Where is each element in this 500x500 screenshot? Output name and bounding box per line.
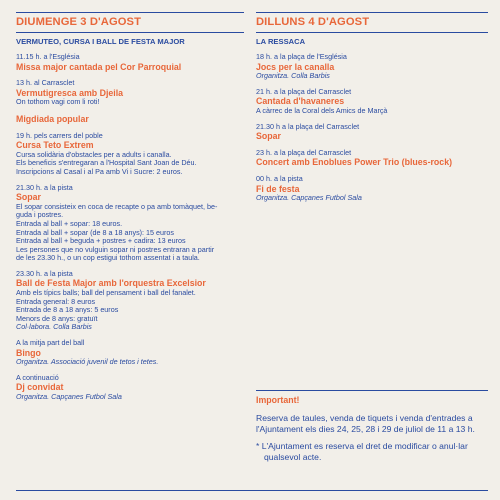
event-name: Sopar — [16, 192, 41, 203]
event-time: 23.30 h. a la pista — [16, 268, 73, 278]
day-subtitle-right: LA RESSACA — [256, 37, 306, 46]
day-subtitle-left: VERMUTEO, CURSA I BALL DE FESTA MAJOR — [16, 37, 185, 46]
event-item — [16, 374, 244, 402]
event-item — [16, 339, 244, 367]
event-item — [256, 175, 488, 203]
event-organizer: Organitza. Capçanes Futbol Sala — [256, 193, 362, 203]
event-description: Entrada general: 8 euros — [16, 296, 96, 306]
event-name: Dj convidat — [16, 382, 64, 393]
event-name: Sopar — [256, 131, 281, 142]
event-item — [16, 53, 244, 72]
event-organizer: Organitza. Colla Barbis — [256, 71, 330, 81]
event-organizer: Organitza. Capçanes Futbol Sala — [16, 392, 122, 401]
event-item — [256, 149, 488, 168]
day-title-left: DIUMENGE 3 D'AGOST — [16, 12, 244, 33]
event-time: A continuació — [16, 372, 59, 382]
event-time: 13 h. al Carrasclet — [16, 78, 75, 88]
day-title-right: DILLUNS 4 D'AGOST — [256, 12, 488, 33]
event-item — [16, 270, 244, 332]
important-note: * L'Ajuntament es reserva el dret de modificar o anul·lar qualsevol acte. — [256, 440, 468, 462]
event-name: Jocs per la canalla — [256, 61, 335, 72]
event-description: Amb els típics balls; ball del pensament i ball del fanalet. — [16, 288, 196, 298]
event-name: Concert amb Enoblues Power Trio (blues-rock) — [256, 157, 453, 168]
event-list-right — [256, 53, 488, 203]
event-time: 19 h. pels carrers del poble — [16, 130, 103, 140]
event-list-left — [16, 53, 244, 402]
event-time: 00 h. a la pista — [256, 173, 303, 183]
event-item — [256, 123, 488, 142]
event-description: On tothom vagi com li roti! — [16, 97, 100, 107]
event-name: Bingo — [16, 347, 41, 358]
event-name: Migdiada popular — [16, 113, 89, 124]
important-notice — [256, 390, 488, 463]
left-column — [16, 12, 244, 402]
important-body: Reserva de taules, venda de tiquets i venda d'entrades a l'Ajuntament els dies 24, 25, 28 i 29 de juliol de 11 a 13 h. — [256, 412, 475, 434]
event-item — [256, 53, 488, 81]
event-time: 21 h. a la plaça del Carrasclet — [256, 86, 352, 96]
event-name: Vermutigresca amb Djeila — [16, 87, 124, 98]
event-description: Inscripcions al Casal i al Pa amb Vi i Sucre: 2 euros. — [16, 166, 183, 176]
event-description: de les 23.30 h., o un cop estigui tothom assentat i a taula. — [16, 253, 200, 263]
event-description: Entrada al ball + beguda + postres + cadira: 13 euros — [16, 236, 186, 246]
event-description: Els beneficis s'entregaran a l'Hospital Sant Joan de Déu. — [16, 158, 197, 168]
event-time: 18 h. a la plaça de l'Església — [256, 52, 347, 61]
event-time: 23 h. a la plaça del Carrasclet — [256, 147, 352, 157]
event-item — [16, 132, 244, 177]
event-name: Fi de festa — [256, 183, 300, 194]
event-name: Ball de Festa Major amb l'orquestra Excelsior — [16, 278, 206, 289]
event-organizer: Col·labora. Colla Barbis — [16, 322, 92, 332]
event-item — [16, 184, 244, 263]
event-time: 21.30 h. a la pista — [16, 182, 73, 192]
event-item — [16, 79, 244, 107]
event-description: A càrrec de la Coral dels Amics de Marçà — [256, 105, 388, 115]
event-description: Les persones que no vulguin sopar ni postres entraran a partir — [16, 244, 215, 254]
event-time: 21.30 h a la plaça del Carrasclet — [256, 121, 360, 131]
event-description: guda i postres. — [16, 210, 64, 220]
event-time: 11.15 h. a l'Església — [16, 52, 80, 61]
event-time: A la mitja part del ball — [16, 338, 85, 348]
event-description: Entrada de 8 a 18 anys: 5 euros — [16, 305, 119, 315]
event-description: El sopar consisteix en coca de recapte o pa amb tomàquet, be- — [16, 201, 218, 211]
event-organizer: Organitza. Associació juvenil de tetos i tetes. — [16, 357, 159, 367]
event-item — [256, 88, 488, 116]
right-column — [256, 12, 488, 203]
event-description: Entrada al ball + sopar (de 8 a 18 anys): 15 euros — [16, 227, 175, 237]
event-name: Missa major cantada pel Cor Parroquial — [16, 61, 182, 72]
important-title: Important! — [256, 395, 300, 405]
event-description: Menors de 8 anys: gratuït — [16, 313, 98, 323]
event-name: Cantada d'havaneres — [256, 96, 345, 107]
event-description: Cursa solidària d'obstacles per a adults i canalla. — [16, 149, 172, 159]
event-item — [16, 114, 244, 125]
event-name: Cursa Teto Extrem — [16, 140, 94, 151]
event-description: Entrada al ball + sopar: 18 euros. — [16, 218, 123, 228]
bottom-divider — [16, 490, 488, 491]
